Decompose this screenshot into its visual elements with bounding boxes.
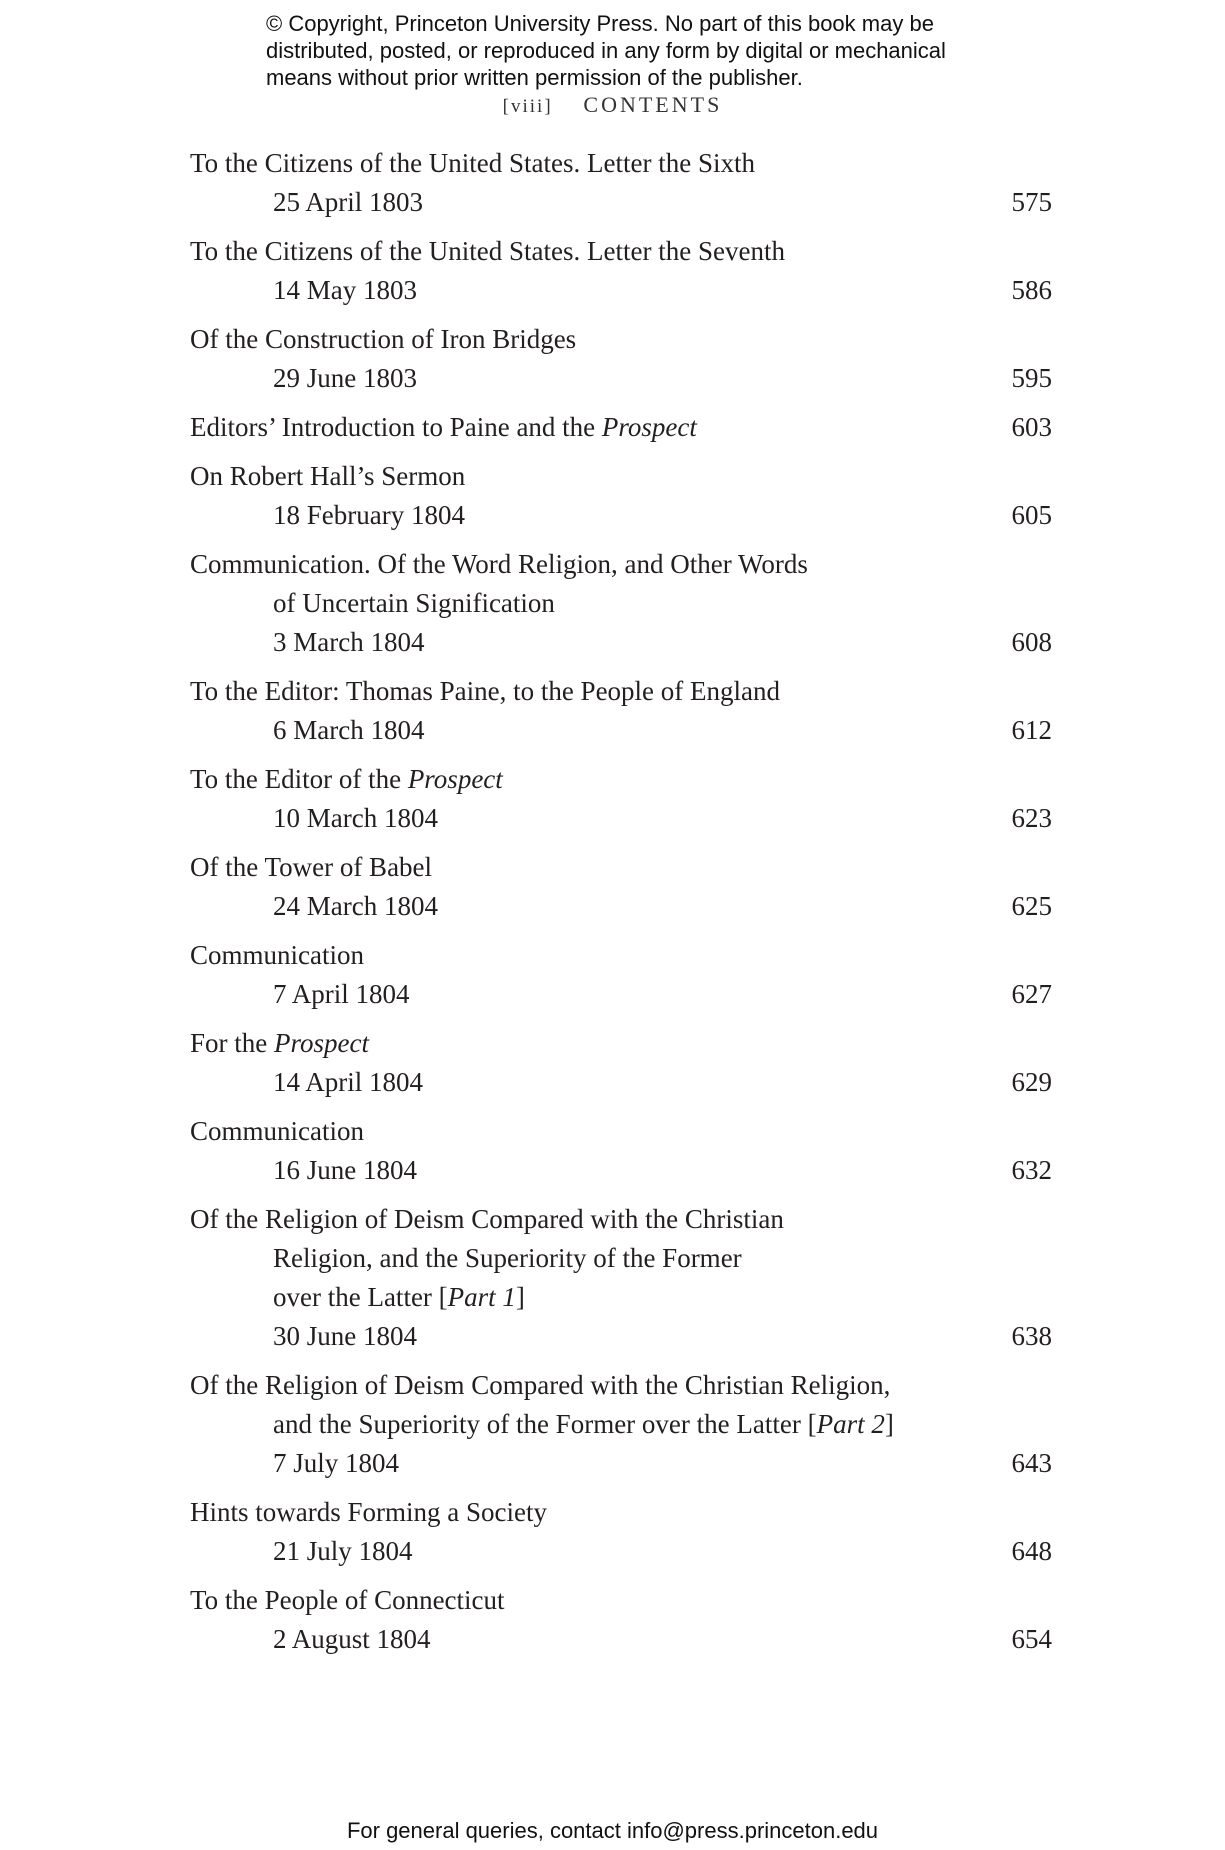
toc-entry [190, 936, 1052, 1014]
entry-date: 30 June 1804 [273, 1321, 417, 1351]
entry-page: 575 [1011, 187, 1052, 217]
entry-date: 29 June 1803 [273, 363, 417, 393]
title-italic: Prospect [601, 412, 697, 442]
entry-date: 7 April 1804 [273, 979, 410, 1009]
toc-entry [190, 1024, 1052, 1102]
entry-date: 18 February 1804 [273, 500, 465, 530]
copyright-line: © Copyright, Princeton University Press. No part of this book may be [266, 11, 934, 36]
entry-title: To the People of Connecticut [190, 1585, 505, 1615]
toc-entry [190, 1581, 1052, 1659]
table-of-contents [190, 144, 1052, 1669]
title-italic: Prospect [407, 764, 503, 794]
entry-page: 643 [1011, 1448, 1052, 1478]
entry-date: 24 March 1804 [273, 891, 438, 921]
entry-title [190, 760, 1052, 799]
entry-title: Of the Religion of Deism Compared with the Christian [190, 1204, 784, 1234]
title-text: For the [190, 1028, 274, 1058]
toc-entry [190, 232, 1052, 310]
entry-page: 648 [1011, 1536, 1052, 1566]
copyright-notice [266, 10, 1026, 91]
toc-entry [190, 144, 1052, 222]
entry-page: 654 [1011, 1624, 1052, 1654]
entry-date: 21 July 1804 [273, 1536, 413, 1566]
toc-entry [190, 408, 1052, 447]
entry-title-cont [190, 1405, 1052, 1444]
section-title: CONTENTS [583, 92, 723, 117]
entry-title: Communication. Of the Word Religion, and Other Words [190, 549, 808, 579]
title-italic: Part 2 [816, 1409, 885, 1439]
title-text: and the Superiority of the Former over the Latter [ [273, 1409, 817, 1439]
copyright-line: means without prior written permission of the publisher. [266, 65, 803, 90]
entry-title: Communication [190, 940, 364, 970]
entry-title-cont: Religion, and the Superiority of the Former [273, 1243, 742, 1273]
toc-entry [190, 545, 1052, 662]
entry-page: 638 [1011, 1321, 1052, 1351]
entry-title [190, 1024, 1052, 1063]
entry-date: 7 July 1804 [273, 1448, 400, 1478]
page-number-label: [viii] [502, 96, 553, 117]
entry-title: To the Editor: Thomas Paine, to the People of England [190, 676, 781, 706]
entry-title: Communication [190, 1116, 364, 1146]
entry-title: To the Citizens of the United States. Letter the Seventh [190, 236, 785, 266]
entry-page: 623 [1011, 803, 1052, 833]
entry-date: 10 March 1804 [273, 803, 438, 833]
entry-date: 14 April 1804 [273, 1067, 424, 1097]
entry-page: 586 [1011, 275, 1052, 305]
entry-date: 14 May 1803 [273, 275, 417, 305]
entry-title: Of the Construction of Iron Bridges [190, 324, 577, 354]
entry-date: 6 March 1804 [273, 715, 425, 745]
entry-title-cont [190, 1278, 1052, 1317]
toc-entry [190, 672, 1052, 750]
toc-entry [190, 1493, 1052, 1571]
toc-entry [190, 1112, 1052, 1190]
entry-page: 629 [1011, 1067, 1052, 1097]
title-italic: Part 1 [447, 1282, 516, 1312]
entry-page: 603 [1011, 412, 1052, 442]
entry-title: Of the Religion of Deism Compared with the Christian Religion, [190, 1370, 891, 1400]
entry-title: Hints towards Forming a Society [190, 1497, 547, 1527]
entry-page: 627 [1011, 979, 1052, 1009]
entry-title: On Robert Hall’s Sermon [190, 461, 466, 491]
entry-page: 612 [1011, 715, 1052, 745]
toc-entry [190, 848, 1052, 926]
entry-date: 16 June 1804 [273, 1155, 417, 1185]
footer-contact: For general queries, contact info@press.princeton.edu [346, 1818, 879, 1843]
copyright-line: distributed, posted, or reproduced in any form by digital or mechanical [266, 38, 946, 63]
entry-title: Of the Tower of Babel [190, 852, 433, 882]
toc-entry [190, 1366, 1052, 1483]
running-head [0, 92, 1225, 118]
entry-page: 625 [1011, 891, 1052, 921]
title-text: To the Editor of the [190, 764, 408, 794]
toc-entry [190, 320, 1052, 398]
title-text: ] [515, 1282, 525, 1312]
entry-title [190, 408, 697, 447]
entry-date: 3 March 1804 [273, 627, 425, 657]
title-text: over the Latter [ [273, 1282, 448, 1312]
entry-page: 595 [1011, 363, 1052, 393]
entry-page: 605 [1011, 500, 1052, 530]
title-text: ] [884, 1409, 894, 1439]
title-text: Editors’ Introduction to Paine and the [190, 412, 602, 442]
title-italic: Prospect [274, 1028, 369, 1058]
entry-date: 25 April 1803 [273, 187, 424, 217]
entry-page: 608 [1011, 627, 1052, 657]
toc-entry [190, 760, 1052, 838]
toc-entry [190, 457, 1052, 535]
entry-date: 2 August 1804 [273, 1624, 431, 1654]
entry-title: To the Citizens of the United States. Letter the Sixth [190, 148, 755, 178]
entry-page: 632 [1011, 1155, 1052, 1185]
entry-title-cont: of Uncertain Signification [273, 588, 555, 618]
toc-entry [190, 1200, 1052, 1356]
